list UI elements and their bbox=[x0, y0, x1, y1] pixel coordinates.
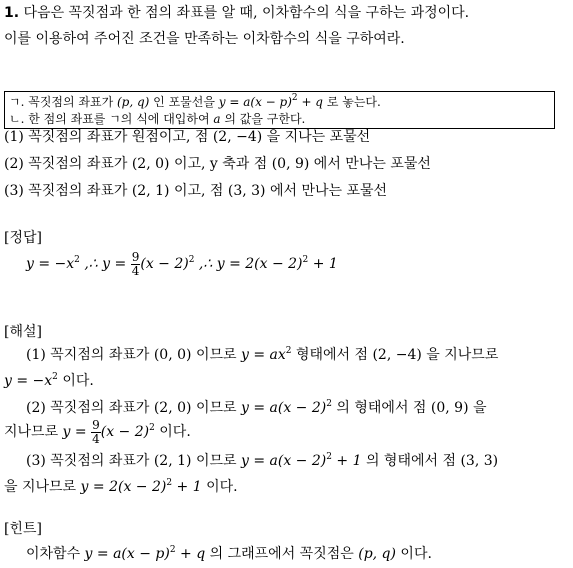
hint-eq: y = a(x − p) bbox=[84, 546, 170, 562]
step1-eq: y = a(x − p) bbox=[218, 95, 292, 109]
solution-3-text-c: 을 지나므로 bbox=[4, 479, 81, 495]
answer-sep: ,∴ y = bbox=[79, 256, 131, 272]
solution-2-eq-pre: y = bbox=[62, 424, 92, 440]
solution-2-text-c: 지나므로 bbox=[4, 424, 63, 440]
solution-3-line-1 bbox=[26, 452, 498, 470]
answer-eq-1: y = −x bbox=[26, 256, 75, 272]
solution-2-end: 이다. bbox=[154, 424, 191, 440]
exponent: 2 bbox=[74, 255, 80, 265]
procedure-box bbox=[4, 91, 555, 129]
solution-2-line-2 bbox=[4, 414, 191, 450]
step1-coord: (p, q) bbox=[117, 95, 150, 109]
hint-text: 이차함수 bbox=[26, 546, 85, 562]
answer-line bbox=[26, 246, 338, 282]
solution-3-end: 이다. bbox=[201, 479, 238, 495]
step1-text: ㄱ. 꼭짓점의 좌표가 bbox=[9, 95, 117, 109]
hint-line bbox=[26, 545, 432, 563]
problem-text-1: 다음은 꼭짓점과 한 점의 좌표를 알 때, 이차함수의 식을 구하는 과정이다. bbox=[23, 5, 470, 21]
item-2: (2) 꼭짓점의 좌표가 (2, 0) 이고, y 축과 점 (0, 9) 에서 만나는 포물선 bbox=[4, 156, 431, 172]
answer-eq-3: ,∴ y = 2(x − 2) bbox=[194, 256, 303, 272]
hint-post: 이다. bbox=[395, 546, 432, 562]
step1-post: 로 놓는다. bbox=[323, 95, 381, 109]
fraction-numerator: 9 bbox=[131, 249, 140, 264]
hint-heading: [힌트] bbox=[4, 521, 42, 537]
fraction-numerator: 9 bbox=[92, 417, 100, 432]
problem-line-2: 이를 이용하여 주어진 조건을 만족하는 이차함수의 식을 구하여라. bbox=[4, 31, 405, 47]
solution-3-result-tail: + 1 bbox=[172, 479, 202, 495]
exponent: 2 bbox=[149, 423, 155, 433]
answer-heading: [정답] bbox=[4, 230, 42, 246]
exponent: 2 bbox=[52, 372, 58, 382]
exponent: 2 bbox=[188, 255, 195, 265]
step1-eq-tail: + q bbox=[297, 95, 323, 109]
solution-1-eq: y = ax bbox=[240, 347, 286, 363]
item-3: (3) 꼭짓점의 좌표가 (2, 1) 이고, 점 (3, 3) 에서 만나는 포물선 bbox=[4, 183, 388, 199]
solution-1-result: y = −x bbox=[4, 373, 53, 389]
step2-text: ㄴ. 한 점의 좌표를 ㄱ의 식에 대입하여 bbox=[9, 112, 214, 126]
step1-mid: 인 포물선을 bbox=[149, 95, 219, 109]
exponent: 2 bbox=[169, 545, 176, 555]
exponent: 2 bbox=[166, 478, 173, 488]
solution-1-text: (1) 꼭지점의 좌표가 (0, 0) 이므로 bbox=[26, 347, 241, 363]
problem-line-1 bbox=[4, 4, 469, 22]
solution-3-result: y = 2(x − 2) bbox=[80, 479, 167, 495]
exponent: 2 bbox=[326, 452, 332, 462]
step2-var: a bbox=[213, 112, 221, 126]
hint-coord: (p, q) bbox=[358, 546, 396, 562]
answer-fraction bbox=[131, 251, 141, 278]
solution-3-line-2 bbox=[4, 478, 238, 496]
solution-3-eq: y = a(x − 2) bbox=[240, 453, 327, 469]
solution-1-text-b: 형태에서 점 (2, −4) 을 지나므로 bbox=[291, 347, 499, 363]
item-1: (1) 꼭짓점의 좌표가 원점이고, 점 (2, −4) 을 지나는 포물선 bbox=[4, 129, 371, 145]
step2-post: 의 값을 구한다. bbox=[220, 112, 306, 126]
answer-eq-2: (x − 2) bbox=[140, 256, 189, 272]
solution-2-text: (2) 꼭짓점의 좌표가 (2, 0) 이므로 bbox=[26, 400, 241, 416]
fraction-denominator: 4 bbox=[131, 263, 140, 278]
exponent: 2 bbox=[285, 346, 292, 356]
answer-tail: + 1 bbox=[308, 256, 338, 272]
solution-2-fraction bbox=[91, 419, 101, 446]
fraction-denominator: 4 bbox=[92, 431, 100, 446]
hint-eq-tail: + q bbox=[175, 546, 206, 562]
procedure-step-2 bbox=[9, 111, 305, 127]
solution-1-end: 이다. bbox=[57, 373, 94, 389]
solution-1-line-2 bbox=[4, 372, 94, 390]
hint-mid: 의 그래프에서 꼭짓점은 bbox=[205, 546, 359, 562]
problem-number: 1. bbox=[4, 5, 20, 21]
solution-2-eq: y = a(x − 2) bbox=[240, 400, 327, 416]
solution-3-text: (3) 꼭짓점의 좌표가 (2, 1) 이므로 bbox=[26, 453, 241, 469]
solution-3-text-b: 의 형태에서 점 (3, 3) bbox=[361, 453, 499, 469]
exponent: 2 bbox=[326, 399, 332, 409]
exponent: 2 bbox=[302, 255, 309, 265]
exponent: 2 bbox=[291, 93, 298, 103]
solution-1-line-1 bbox=[26, 346, 498, 364]
solution-2-result: (x − 2) bbox=[100, 424, 150, 440]
solution-heading: [해설] bbox=[4, 324, 42, 340]
solution-3-eq-tail: + 1 bbox=[331, 453, 362, 469]
procedure-step-1 bbox=[9, 94, 381, 110]
solution-2-text-b: 의 형태에서 점 (0, 9) 을 bbox=[331, 400, 487, 416]
